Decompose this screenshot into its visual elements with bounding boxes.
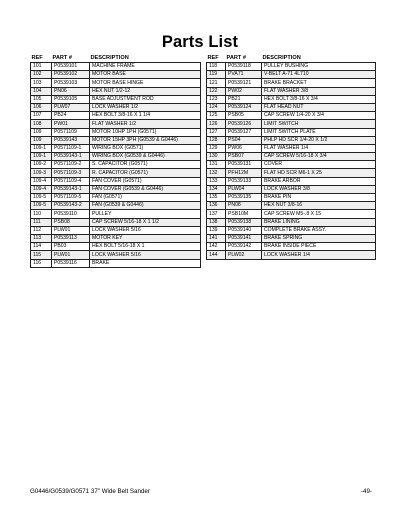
table-row: [207, 103, 376, 111]
ref-cell: 141: [207, 234, 226, 242]
ref-cell: 135: [207, 194, 226, 202]
ref-cell: 138: [207, 218, 226, 226]
ref-cell: 136: [207, 202, 226, 210]
part-number-cell: PS04: [226, 136, 262, 144]
part-number-cell: PW01: [52, 120, 90, 128]
ref-cell: 114: [31, 243, 52, 251]
table-row: [31, 136, 201, 144]
part-number-cell: P0539110: [52, 210, 90, 218]
part-number-cell: P0571109-2: [52, 161, 90, 169]
table-row: [31, 177, 201, 185]
table-row: [207, 153, 376, 161]
ref-cell: 104: [31, 87, 52, 95]
part-number-cell: PLW02: [226, 251, 262, 259]
description-cell: PULLEY: [90, 210, 201, 218]
part-number-cell: P0571109-3: [52, 169, 90, 177]
ref-cell: 129: [207, 144, 226, 152]
part-number-cell: P0539103: [52, 79, 90, 87]
table-row: [207, 169, 376, 177]
description-cell: WIRING BOX (G0539 & G0446): [90, 153, 201, 161]
table-row: [207, 243, 376, 251]
description-cell: HEX BOLT 5/16-18 X 1: [90, 243, 201, 251]
description-cell: MOTOR KEY: [90, 234, 201, 242]
description-cell: V-BELT A-71 4L710: [262, 71, 376, 79]
table-row: [31, 202, 201, 210]
part-number-cell: P0539118: [226, 63, 262, 71]
table-row: [31, 251, 201, 259]
description-cell: BRAKE BRACKET: [262, 79, 376, 87]
table-header: [207, 54, 376, 63]
ref-cell: 133: [207, 177, 226, 185]
ref-cell: 111: [31, 218, 52, 226]
part-number-cell: P0539121: [226, 79, 262, 87]
table-row: [207, 210, 376, 218]
part-number-cell: P0539143: [52, 136, 90, 144]
ref-cell: 110: [31, 210, 52, 218]
part-number-cell: PW02: [226, 87, 262, 95]
description-cell: BRAKE LINING: [262, 218, 376, 226]
footer-model-text: G0446/G0539/G0571 37" Wide Belt Sander: [30, 488, 150, 495]
description-cell: HEX BOLT 3/8-16 X 3/4: [262, 95, 376, 103]
part-number-cell: PB21: [226, 95, 262, 103]
ref-cell: 105: [31, 95, 52, 103]
description-cell: PULLEY BUSHING: [262, 63, 376, 71]
ref-cell: 109-1: [31, 153, 52, 161]
ref-cell: 109-4: [31, 185, 52, 193]
part-number-cell: P0539102: [52, 71, 90, 79]
part-number-cell: PSB07: [226, 153, 262, 161]
table-row: [31, 185, 201, 193]
col-ref-header: REF: [31, 55, 43, 61]
ref-cell: 124: [207, 103, 226, 111]
part-number-cell: P0571109-5: [52, 194, 90, 202]
table-row: [207, 177, 376, 185]
table-row: [31, 128, 201, 136]
part-number-cell: PB03: [52, 243, 90, 251]
ref-cell: 109-5: [31, 194, 52, 202]
table-row: [207, 234, 376, 242]
part-number-cell: PLW04: [226, 185, 262, 193]
part-number-cell: P0539105: [52, 95, 90, 103]
table-row: [207, 87, 376, 95]
table-row: [207, 144, 376, 152]
part-number-cell: PSB08: [52, 218, 90, 226]
part-number-cell: P0571109-1: [52, 144, 90, 152]
ref-cell: 108: [31, 120, 52, 128]
ref-cell: 109: [31, 128, 52, 136]
ref-cell: 109-2: [31, 161, 52, 169]
description-cell: FLAT HEAD NUT: [262, 103, 376, 111]
table-row: [31, 234, 201, 242]
ref-cell: 119: [207, 71, 226, 79]
part-number-cell: P0571109-4: [52, 177, 90, 185]
part-number-cell: P0571109: [52, 128, 90, 136]
ref-cell: 142: [207, 243, 226, 251]
part-number-cell: P0539140: [226, 226, 262, 234]
ref-cell: 121: [207, 79, 226, 87]
ref-cell: 106: [31, 103, 52, 111]
description-cell: HEX BOLT 3/8-16 X 1 1/4: [90, 112, 201, 120]
description-cell: BRAKE SPRING: [262, 234, 376, 242]
ref-cell: 126: [207, 120, 226, 128]
part-number-cell: PW06: [226, 144, 262, 152]
ref-cell: 125: [207, 112, 226, 120]
ref-cell: 101: [31, 63, 52, 71]
part-number-cell: P0539143-1: [52, 153, 90, 161]
description-cell: HEX NUT 1/2-12: [90, 87, 201, 95]
description-cell: LOCK WASHER 1/4: [262, 251, 376, 259]
page-title: Parts List: [161, 33, 239, 51]
col-desc-header: DESCRIPTION: [90, 55, 129, 61]
ref-cell: 127: [207, 128, 226, 136]
part-number-cell: P0539142: [226, 243, 262, 251]
table-row: [207, 71, 376, 79]
description-cell: CAP SCREW M5-.8 X 15: [262, 210, 376, 218]
ref-cell: 131: [207, 161, 226, 169]
table-row: [31, 95, 201, 103]
table-row: [31, 218, 201, 226]
description-cell: WIRING BOX (G0571): [90, 144, 201, 152]
ref-cell: 130: [207, 153, 226, 161]
description-cell: BRAKE PIN: [262, 194, 376, 202]
description-cell: MACHINE FRAME: [90, 63, 201, 71]
table-row: [31, 226, 201, 234]
table-row: [31, 120, 201, 128]
table-row: [207, 161, 376, 169]
description-cell: FLAT WASHER 1/2: [90, 120, 201, 128]
table-row: [31, 161, 201, 169]
description-cell: LOCK WASHER 5/16: [90, 226, 201, 234]
parts-table-right-body: [207, 63, 376, 260]
table-row: [207, 194, 376, 202]
table-row: [207, 226, 376, 234]
ref-cell: 109: [31, 136, 52, 144]
ref-cell: 132: [207, 169, 226, 177]
table-row: [31, 87, 201, 95]
part-number-cell: P0539133: [226, 177, 262, 185]
table-row: [31, 153, 201, 161]
table-row: [31, 144, 201, 152]
page-number: -49-: [360, 488, 372, 495]
table-row: [207, 95, 376, 103]
ref-cell: 139: [207, 226, 226, 234]
table-row: [31, 103, 201, 111]
part-number-cell: P0539141: [226, 234, 262, 242]
part-number-cell: PLW01: [52, 251, 90, 259]
table-row: [31, 243, 201, 251]
table-row: [31, 210, 201, 218]
col-ref-header: REF: [207, 55, 219, 61]
ref-cell: 128: [207, 136, 226, 144]
ref-cell: 115: [31, 251, 52, 259]
ref-cell: 144: [207, 251, 226, 259]
part-number-cell: P0539113: [52, 234, 90, 242]
table-header: [31, 54, 201, 63]
ref-cell: 107: [31, 112, 52, 120]
ref-cell: 113: [31, 234, 52, 242]
description-cell: MOTOR BASE HINGE: [90, 79, 201, 87]
part-number-cell: P0539101: [52, 63, 90, 71]
part-number-cell: P0539126: [226, 120, 262, 128]
description-cell: FAN (G0571): [90, 194, 201, 202]
ref-cell: 109-1: [31, 144, 52, 152]
part-number-cell: PB24: [52, 112, 90, 120]
table-row: [207, 202, 376, 210]
ref-cell: 109-4: [31, 177, 52, 185]
ref-cell: 103: [31, 79, 52, 87]
part-number-cell: P0539124: [226, 103, 262, 111]
part-number-cell: P0539127: [226, 128, 262, 136]
description-cell: MOTOR 10HP 1PH (G0571): [90, 128, 201, 136]
table-row: [207, 120, 376, 128]
description-cell: COMPLETE BRAKE ASSY.: [262, 226, 376, 234]
ref-cell: 109-5: [31, 202, 52, 210]
table-row: [207, 128, 376, 136]
table-row: [31, 259, 201, 267]
description-cell: CAP SCREW 1/4-20 X 3/4: [262, 112, 376, 120]
description-cell: CAP SCREW 5/16-18 X 1 1/2: [90, 218, 201, 226]
description-cell: FLAT HD SCR M6-1 X 25: [262, 169, 376, 177]
part-number-cell: PFH12M: [226, 169, 262, 177]
description-cell: FAN COVER (G0539 & G0446): [90, 185, 201, 193]
description-cell: BRAKE INSIDE PIECE: [262, 243, 376, 251]
part-number-cell: PSB05: [226, 112, 262, 120]
parts-table-right: [206, 54, 376, 260]
description-cell: LOCK WASHER 5/16: [90, 251, 201, 259]
ref-cell: 123: [207, 95, 226, 103]
description-cell: FAN COVER (G0571): [90, 177, 201, 185]
ref-cell: 137: [207, 210, 226, 218]
description-cell: MOTOR 15HP 3PH (G0539 & G0446): [90, 136, 201, 144]
part-number-cell: PLW07: [52, 103, 90, 111]
description-cell: CAP SCREW 5/16-18 X 3/4: [262, 153, 376, 161]
part-number-cell: PN08: [226, 202, 262, 210]
part-number-cell: P0539116: [52, 259, 90, 267]
ref-cell: 102: [31, 71, 52, 79]
description-cell: FAN (G0539 & G0446): [90, 202, 201, 210]
col-desc-header: DESCRIPTION: [262, 55, 301, 61]
description-cell: FLAT WASHER 3/8: [262, 87, 376, 95]
table-row: [31, 79, 201, 87]
part-number-cell: PLW01: [52, 226, 90, 234]
ref-cell: 122: [207, 87, 226, 95]
table-row: [31, 112, 201, 120]
description-cell: COVER: [262, 161, 376, 169]
part-number-cell: PVA71: [226, 71, 262, 79]
ref-cell: 109-3: [31, 169, 52, 177]
table-row: [207, 251, 376, 259]
parts-table-left: [30, 54, 201, 268]
parts-table-left-body: [31, 63, 201, 268]
table-row: [31, 71, 201, 79]
table-row: [207, 63, 376, 71]
description-cell: FLAT WASHER 1/4: [262, 144, 376, 152]
ref-cell: 134: [207, 185, 226, 193]
part-number-cell: P0539138: [226, 218, 262, 226]
table-row: [207, 136, 376, 144]
table-row: [207, 185, 376, 193]
ref-cell: 116: [31, 259, 52, 267]
col-part-header: PART #: [226, 55, 246, 61]
ref-cell: 118: [207, 63, 226, 71]
col-part-header: PART #: [52, 55, 72, 61]
description-cell: S. CAPACITOR (G0571): [90, 161, 201, 169]
description-cell: PHLP HD SCR 1/4-20 X 1/2: [262, 136, 376, 144]
table-row: [207, 218, 376, 226]
table-row: [31, 194, 201, 202]
table-row: [207, 79, 376, 87]
description-cell: R. CAPACITOR (G0571): [90, 169, 201, 177]
part-number-cell: P0539143-2: [52, 202, 90, 210]
table-row: [31, 63, 201, 71]
description-cell: LIMIT SWITCH PLATE: [262, 128, 376, 136]
table-row: [31, 169, 201, 177]
description-cell: HEX NUT 3/8-16: [262, 202, 376, 210]
description-cell: BRAKE ARBOR: [262, 177, 376, 185]
description-cell: LIMIT SWITCH: [262, 120, 376, 128]
description-cell: MOTOR BASE: [90, 71, 201, 79]
description-cell: BRAKE: [90, 259, 201, 267]
part-number-cell: P0539143-1: [52, 185, 90, 193]
part-number-cell: P0539131: [226, 161, 262, 169]
part-number-cell: P0539135: [226, 194, 262, 202]
description-cell: BASE ADJUSTMENT ROD: [90, 95, 201, 103]
ref-cell: 112: [31, 226, 52, 234]
part-number-cell: PN06: [52, 87, 90, 95]
description-cell: LOCK WASHER 3/8: [262, 185, 376, 193]
description-cell: LOCK WASHER 1/2: [90, 103, 201, 111]
table-row: [207, 112, 376, 120]
part-number-cell: PSB10M: [226, 210, 262, 218]
